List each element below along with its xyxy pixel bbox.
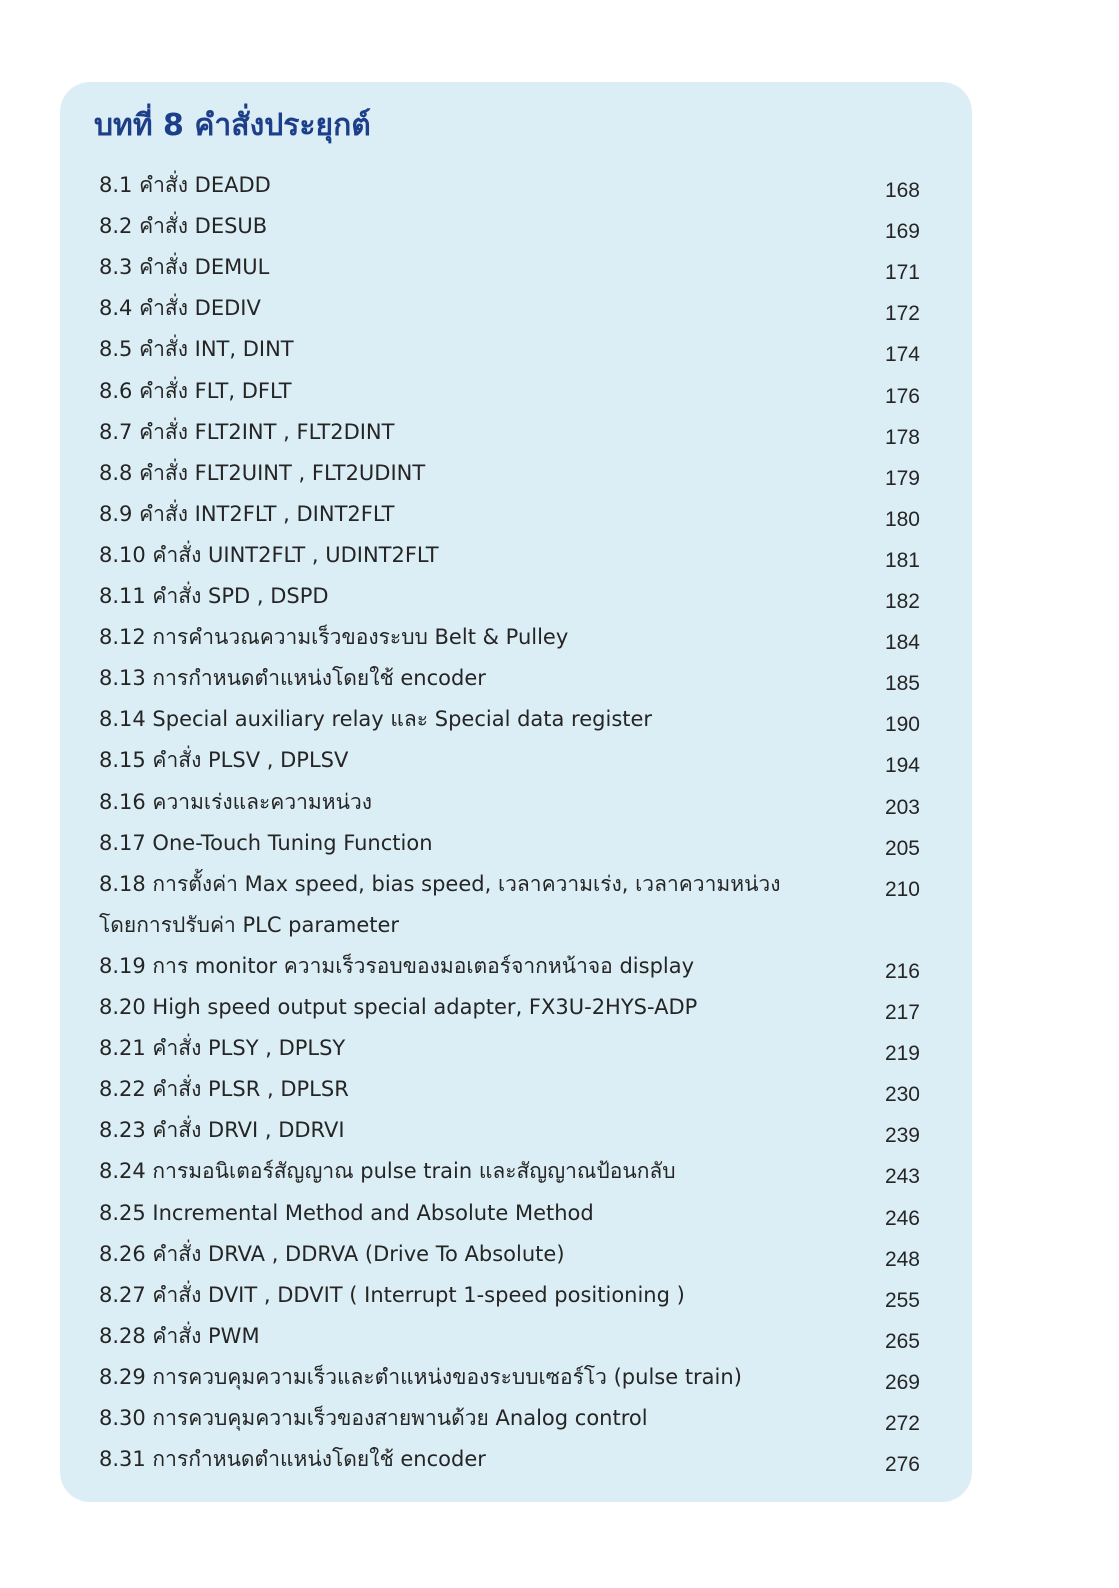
toc-entry-label: 8.12 การคำนวณความเร็วของระบบ Belt & Pulley <box>99 625 569 650</box>
toc-entry-label: 8.9 คำสั่ง INT2FLT , DINT2FLT <box>99 501 395 526</box>
toc-entry[interactable] <box>0 1239 1000 1269</box>
toc-entry-label: 8.24 การมอนิเตอร์สัญญาณ pulse train และสัญญาณป้อนกลับ <box>99 1159 676 1184</box>
toc-entry-continuation: โดยการปรับค่า PLC parameter <box>99 912 400 937</box>
chapter-title: บทที่ 8 คำสั่งประยุกต์ <box>94 108 371 143</box>
toc-entry[interactable] <box>0 1321 1000 1351</box>
toc-entry-page-number: 255 <box>884 1288 920 1312</box>
toc-entry-label: 8.27 คำสั่ง DVIT , DDVIT ( Interrupt 1-speed positioning ) <box>99 1282 685 1307</box>
toc-entry-label: 8.15 คำสั่ง PLSV , DPLSV <box>99 748 349 773</box>
toc-entry-page-number: 239 <box>884 1124 920 1148</box>
toc-entry-page-number: 216 <box>884 959 920 983</box>
toc-entry[interactable] <box>0 1403 1000 1433</box>
toc-entry-label: 8.28 คำสั่ง PWM <box>99 1323 260 1348</box>
toc-entry-label: 8.16 ความเร่งและความหน่วง <box>99 789 373 814</box>
toc-entry-page-number: 272 <box>884 1412 920 1435</box>
toc-entry[interactable] <box>0 293 1000 326</box>
toc-entry-page-number: 217 <box>884 1001 920 1024</box>
toc-entry-label: 8.5 คำสั่ง INT, DINT <box>99 337 294 362</box>
toc-entry-label: 8.26 คำสั่ง DRVA , DDRVA (Drive To Absolute) <box>99 1241 565 1266</box>
toc-entry-page-number: 230 <box>884 1083 920 1107</box>
toc-entry[interactable] <box>0 458 1000 488</box>
toc-entry-label: 8.22 คำสั่ง PLSR , DPLSR <box>99 1077 349 1102</box>
toc-entry-page-number: 219 <box>884 1042 920 1066</box>
toc-entry-label: 8.19 การ monitor ความเร็วรอบของมอเตอร์จากหน้าจอ display <box>99 953 695 978</box>
toc-entry-page-number: 190 <box>884 713 920 737</box>
toc-entry-page-number: 178 <box>884 425 920 449</box>
toc-entry-label: 8.25 Incremental Method and Absolute Method <box>99 1200 594 1225</box>
toc-entry[interactable] <box>0 417 1000 447</box>
toc-entry-page-number: 179 <box>884 466 920 490</box>
toc-entry-label: 8.6 คำสั่ง FLT, DFLT <box>99 378 292 403</box>
toc-entry-page-number: 205 <box>884 836 920 860</box>
toc-entry-label: 8.23 คำสั่ง DRVI , DDRVI <box>99 1118 345 1143</box>
toc-entry[interactable] <box>0 1362 1000 1392</box>
toc-entry-page-number: 194 <box>884 754 920 778</box>
toc-entry[interactable] <box>0 745 1000 778</box>
toc-entry-label: 8.1 คำสั่ง DEADD <box>99 173 271 197</box>
toc-entry[interactable] <box>0 499 1000 529</box>
toc-entry[interactable] <box>0 787 1000 817</box>
toc-entry-label: 8.13 การกำหนดตำแหน่งโดยใช้ encoder <box>99 666 486 691</box>
toc-entry-page-number: 210 <box>884 877 920 901</box>
toc-entry[interactable] <box>0 992 1000 1022</box>
toc-entry[interactable] <box>0 1156 1000 1189</box>
toc-entry-label: 8.17 One-Touch Tuning Function <box>99 830 433 855</box>
toc-entry-page-number: 185 <box>884 672 920 696</box>
toc-entry-page-number: 172 <box>884 302 920 326</box>
toc-entry[interactable] <box>0 1280 1000 1310</box>
toc-entry-label: 8.14 Special auxiliary relay และ Special data register <box>99 707 653 732</box>
toc-entry-page-number: 171 <box>884 261 920 285</box>
toc-entry-page-number: 169 <box>884 220 920 244</box>
toc-entry[interactable] <box>0 1198 1000 1228</box>
toc-entry[interactable] <box>0 704 1000 737</box>
toc-entry-page-number: 265 <box>884 1329 920 1353</box>
toc-entry[interactable] <box>0 951 1000 981</box>
toc-entry-label: 8.29 การควบคุมความเร็วและตำแหน่งของระบบเซอร์โว (pulse train) <box>99 1364 742 1389</box>
toc-entry[interactable] <box>0 622 1000 655</box>
toc-entry-label: 8.31 การกำหนดตำแหน่งโดยใช้ encoder <box>99 1447 486 1472</box>
toc-entry-label: 8.20 High speed output special adapter, FX3U-2HYS-ADP <box>99 995 698 1019</box>
toc-entry[interactable] <box>0 211 1000 244</box>
toc-entry-label: 8.10 คำสั่ง UINT2FLT , UDINT2FLT <box>99 542 439 567</box>
toc-entry-page-number: 248 <box>884 1247 920 1271</box>
toc-entry[interactable] <box>0 828 1000 858</box>
toc-entry[interactable] <box>0 334 1000 367</box>
toc-entry-page-number: 184 <box>884 631 920 655</box>
toc-entry-page-number: 203 <box>884 795 920 819</box>
toc-entry[interactable] <box>0 252 1000 285</box>
toc-entry-page-number: 180 <box>884 507 920 531</box>
toc-entry[interactable] <box>0 1444 1000 1477</box>
toc-entry-label: 8.11 คำสั่ง SPD , DSPD <box>99 584 329 608</box>
toc-entry-page-number: 181 <box>884 548 920 572</box>
toc-entry[interactable] <box>0 1115 1000 1148</box>
toc-entry-label: 8.30 การควบคุมความเร็วของสายพานด้วย Analog control <box>99 1406 648 1430</box>
toc-entry-label: 8.3 คำสั่ง DEMUL <box>99 255 270 280</box>
toc-entry-page-number: 246 <box>884 1206 920 1230</box>
toc-entry-page-number: 174 <box>884 343 920 367</box>
toc-entry-label: 8.21 คำสั่ง PLSY , DPLSY <box>99 1036 346 1061</box>
toc-entry-page-number: 276 <box>884 1453 920 1477</box>
toc-entry-page-number: 182 <box>884 590 920 613</box>
toc-entry-label: 8.18 การตั้งค่า Max speed, bias speed, เวลาความเร่ง, เวลาความหน่วง <box>99 871 781 896</box>
toc-entry[interactable] <box>0 376 1000 406</box>
toc-entry[interactable] <box>0 1033 1000 1066</box>
toc-entry-page-number: 243 <box>884 1165 920 1189</box>
toc-entry-label: 8.2 คำสั่ง DESUB <box>99 214 268 239</box>
toc-entry-label: 8.4 คำสั่ง DEDIV <box>99 296 261 321</box>
toc-entry-page-number: 269 <box>884 1370 920 1394</box>
toc-entry-page-number: 168 <box>884 179 920 202</box>
toc-entry[interactable] <box>0 581 1000 611</box>
toc-entry[interactable] <box>0 663 1000 696</box>
toc-entry[interactable] <box>0 869 1000 899</box>
toc-entry[interactable] <box>0 170 1000 200</box>
toc-entry-label: 8.7 คำสั่ง FLT2INT , FLT2DINT <box>99 419 395 444</box>
toc-entry[interactable] <box>0 540 1000 570</box>
toc-entry-label: 8.8 คำสั่ง FLT2UINT , FLT2UDINT <box>99 460 426 485</box>
toc-entry[interactable] <box>0 1074 1000 1107</box>
toc-entry-page-number: 176 <box>884 384 920 408</box>
